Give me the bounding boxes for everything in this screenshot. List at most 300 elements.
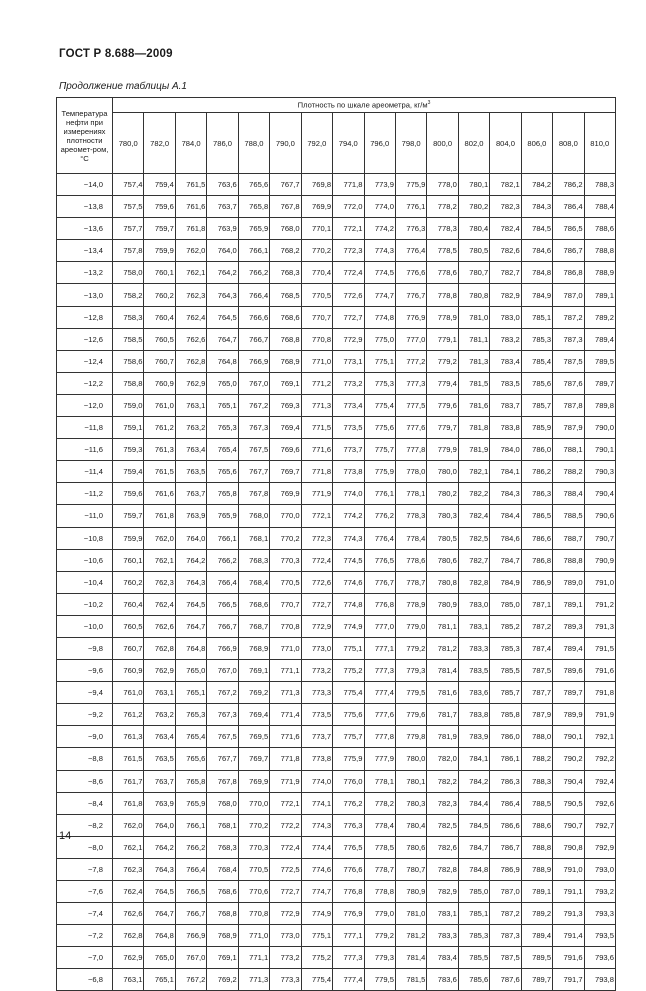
density-cell: 779,5 [364, 969, 395, 991]
density-cell: 793,0 [584, 858, 615, 880]
density-cell: 763,1 [113, 969, 144, 991]
table-row [57, 461, 616, 483]
density-cell: 781,4 [427, 660, 458, 682]
density-cell: 775,9 [395, 174, 426, 196]
density-cell: 765,8 [207, 483, 238, 505]
density-cell: 762,8 [175, 350, 206, 372]
table-row [57, 174, 616, 196]
density-cell: 773,0 [270, 925, 301, 947]
density-cell: 769,8 [301, 174, 332, 196]
density-cell: 766,4 [238, 284, 269, 306]
temperature-cell: −13,4 [57, 240, 113, 262]
density-cell: 785,5 [490, 660, 521, 682]
density-cell: 771,6 [301, 439, 332, 461]
density-cell: 774,9 [301, 903, 332, 925]
density-cell: 782,1 [458, 461, 489, 483]
density-cell: 777,1 [333, 925, 364, 947]
density-cell: 758,6 [113, 350, 144, 372]
density-cell: 785,0 [490, 593, 521, 615]
density-cell: 771,0 [301, 350, 332, 372]
density-cell: 791,3 [553, 903, 584, 925]
density-cell: 787,7 [521, 682, 552, 704]
density-cell: 786,9 [521, 571, 552, 593]
density-cell: 768,9 [207, 925, 238, 947]
density-column-header: 802,0 [458, 113, 489, 174]
density-cell: 780,0 [427, 461, 458, 483]
density-cell: 793,6 [584, 947, 615, 969]
density-cell: 766,6 [238, 306, 269, 328]
density-cell: 790,4 [584, 483, 615, 505]
density-cell: 783,8 [458, 704, 489, 726]
density-cell: 765,6 [207, 461, 238, 483]
density-cell: 785,0 [458, 881, 489, 903]
table-row [57, 394, 616, 416]
density-cell: 782,9 [427, 881, 458, 903]
table-row [57, 218, 616, 240]
density-cell: 762,1 [113, 836, 144, 858]
density-cell: 758,8 [113, 372, 144, 394]
density-cell: 779,6 [427, 394, 458, 416]
density-cell: 783,0 [458, 593, 489, 615]
density-cell: 780,8 [427, 571, 458, 593]
density-cell: 790,7 [553, 814, 584, 836]
density-cell: 765,8 [238, 196, 269, 218]
density-cell: 790,8 [553, 836, 584, 858]
density-cell: 786,0 [490, 726, 521, 748]
density-cell: 781,8 [458, 417, 489, 439]
density-cell: 784,2 [521, 174, 552, 196]
density-cell: 775,0 [364, 328, 395, 350]
density-cell: 773,2 [301, 660, 332, 682]
density-cell: 789,5 [584, 350, 615, 372]
density-cell: 782,4 [458, 505, 489, 527]
density-cell: 775,4 [301, 969, 332, 991]
density-cell: 786,7 [553, 240, 584, 262]
density-cell: 770,7 [270, 593, 301, 615]
density-cell: 790,4 [553, 770, 584, 792]
density-cell: 776,1 [364, 483, 395, 505]
temperature-cell: −11,2 [57, 483, 113, 505]
density-cell: 770,0 [238, 792, 269, 814]
density-cell: 773,9 [364, 174, 395, 196]
density-cell: 766,1 [175, 814, 206, 836]
density-cell: 785,1 [521, 306, 552, 328]
density-cell: 789,7 [521, 969, 552, 991]
density-cell: 780,8 [458, 284, 489, 306]
density-cell: 783,0 [490, 306, 521, 328]
density-cell: 767,3 [238, 417, 269, 439]
density-cell: 769,5 [238, 726, 269, 748]
temperature-cell: −13,8 [57, 196, 113, 218]
temperature-cell: −8,6 [57, 770, 113, 792]
density-cell: 779,0 [364, 903, 395, 925]
density-cell: 782,3 [427, 792, 458, 814]
density-column-headers [57, 113, 616, 174]
density-cell: 782,4 [490, 218, 521, 240]
density-cell: 768,3 [238, 549, 269, 571]
density-cell: 780,4 [395, 814, 426, 836]
table-row [57, 814, 616, 836]
density-cell: 778,2 [364, 792, 395, 814]
density-cell: 765,3 [175, 704, 206, 726]
density-column-header: 800,0 [427, 113, 458, 174]
density-cell: 772,2 [270, 814, 301, 836]
density-cell: 773,7 [301, 726, 332, 748]
density-cell: 785,9 [521, 417, 552, 439]
density-cell: 775,9 [364, 461, 395, 483]
density-cell: 789,2 [521, 903, 552, 925]
density-cell: 772,6 [333, 284, 364, 306]
density-cell: 789,6 [553, 660, 584, 682]
density-cell: 777,4 [333, 969, 364, 991]
density-cell: 767,2 [238, 394, 269, 416]
density-cell: 766,5 [175, 881, 206, 903]
density-cell: 767,5 [207, 726, 238, 748]
density-cell: 782,3 [490, 196, 521, 218]
density-cell: 770,8 [238, 903, 269, 925]
density-cell: 769,2 [207, 969, 238, 991]
density-cell: 771,4 [270, 704, 301, 726]
density-cell: 761,5 [175, 174, 206, 196]
density-cell: 768,3 [270, 262, 301, 284]
density-cell: 776,3 [395, 218, 426, 240]
density-cell: 776,4 [364, 527, 395, 549]
density-cell: 764,3 [144, 858, 175, 880]
density-cell: 776,8 [364, 593, 395, 615]
density-cell: 787,6 [490, 969, 521, 991]
page-number: 14 [59, 830, 72, 842]
density-column-header: 810,0 [584, 113, 615, 174]
density-cell: 780,6 [395, 836, 426, 858]
density-cell: 783,5 [458, 660, 489, 682]
density-cell: 770,4 [301, 262, 332, 284]
density-cell: 771,6 [270, 726, 301, 748]
density-cell: 763,1 [175, 394, 206, 416]
density-cell: 781,0 [395, 903, 426, 925]
density-cell: 788,5 [553, 505, 584, 527]
density-cell: 783,6 [427, 969, 458, 991]
density-cell: 770,5 [301, 284, 332, 306]
density-cell: 767,7 [270, 174, 301, 196]
density-cell: 771,5 [301, 417, 332, 439]
density-cell: 780,9 [427, 593, 458, 615]
density-cell: 771,8 [333, 174, 364, 196]
density-cell: 782,7 [458, 549, 489, 571]
density-cell: 780,2 [458, 196, 489, 218]
density-cell: 784,3 [490, 483, 521, 505]
density-cell: 784,7 [490, 549, 521, 571]
density-cell: 771,9 [270, 770, 301, 792]
density-cell: 772,4 [270, 836, 301, 858]
table-row [57, 417, 616, 439]
density-cell: 779,2 [364, 925, 395, 947]
density-cell: 773,1 [333, 350, 364, 372]
temperature-cell: −8,0 [57, 836, 113, 858]
table-row [57, 284, 616, 306]
density-cell: 775,1 [333, 637, 364, 659]
density-cell: 760,5 [144, 328, 175, 350]
density-cell: 771,0 [238, 925, 269, 947]
density-cell: 768,8 [270, 328, 301, 350]
density-cell: 790,1 [584, 439, 615, 461]
density-cell: 784,7 [458, 836, 489, 858]
density-cell: 787,5 [490, 947, 521, 969]
density-cell: 781,5 [395, 969, 426, 991]
density-cell: 767,2 [175, 969, 206, 991]
density-cell: 770,5 [238, 858, 269, 880]
density-cell: 759,6 [144, 196, 175, 218]
density-cell: 758,2 [113, 284, 144, 306]
density-cell: 770,8 [301, 328, 332, 350]
density-cell: 763,2 [175, 417, 206, 439]
density-cell: 775,1 [301, 925, 332, 947]
temperature-cell: −14,0 [57, 174, 113, 196]
density-cell: 772,4 [333, 262, 364, 284]
density-cell: 782,7 [490, 262, 521, 284]
density-cell: 773,8 [333, 461, 364, 483]
density-cell: 772,7 [333, 306, 364, 328]
temperature-cell: −7,8 [57, 858, 113, 880]
density-cell: 779,6 [395, 704, 426, 726]
density-cell: 774,1 [301, 792, 332, 814]
density-cell: 760,7 [144, 350, 175, 372]
density-cell: 771,3 [301, 394, 332, 416]
density-cell: 767,8 [270, 196, 301, 218]
density-cell: 777,1 [364, 637, 395, 659]
density-cell: 792,4 [584, 770, 615, 792]
density-cell: 784,1 [458, 748, 489, 770]
density-cell: 772,3 [333, 240, 364, 262]
density-cell: 776,5 [364, 549, 395, 571]
table-row [57, 637, 616, 659]
density-cell: 774,2 [333, 505, 364, 527]
density-cell: 775,7 [364, 439, 395, 461]
density-cell: 775,9 [333, 748, 364, 770]
density-cell: 776,8 [333, 881, 364, 903]
table-row [57, 748, 616, 770]
density-cell: 768,6 [270, 306, 301, 328]
density-column-header: 780,0 [113, 113, 144, 174]
density-cell: 762,0 [113, 814, 144, 836]
density-cell: 792,9 [584, 836, 615, 858]
density-cell: 761,6 [175, 196, 206, 218]
table-row [57, 505, 616, 527]
density-cell: 784,5 [458, 814, 489, 836]
density-cell: 759,0 [113, 394, 144, 416]
density-cell: 767,7 [238, 461, 269, 483]
density-cell: 762,6 [113, 903, 144, 925]
density-cell: 767,8 [238, 483, 269, 505]
table-row [57, 549, 616, 571]
density-cell: 788,9 [584, 262, 615, 284]
density-cell: 771,3 [270, 682, 301, 704]
density-cell: 788,2 [521, 748, 552, 770]
density-cell: 785,5 [458, 947, 489, 969]
density-cell: 765,4 [207, 439, 238, 461]
density-cell: 759,7 [144, 218, 175, 240]
density-cell: 789,2 [584, 306, 615, 328]
density-cell: 789,4 [584, 328, 615, 350]
density-cell: 770,2 [238, 814, 269, 836]
temperature-cell: −7,6 [57, 881, 113, 903]
temperature-cell: −10,4 [57, 571, 113, 593]
density-cell: 781,7 [427, 704, 458, 726]
density-cell: 767,7 [207, 748, 238, 770]
density-column-header: 784,0 [175, 113, 206, 174]
density-cell: 774,3 [364, 240, 395, 262]
density-cell: 764,0 [144, 814, 175, 836]
density-cell: 762,1 [175, 262, 206, 284]
temperature-cell: −12,6 [57, 328, 113, 350]
table-row [57, 527, 616, 549]
density-cell: 791,7 [553, 969, 584, 991]
density-cell: 779,0 [395, 615, 426, 637]
density-cell: 775,2 [301, 947, 332, 969]
density-cell: 763,7 [207, 196, 238, 218]
density-cell: 759,9 [144, 240, 175, 262]
density-cell: 764,8 [175, 637, 206, 659]
density-cell: 778,8 [427, 284, 458, 306]
density-cell: 759,1 [113, 417, 144, 439]
density-cell: 762,0 [175, 240, 206, 262]
temperature-cell: −7,2 [57, 925, 113, 947]
density-cell: 777,0 [364, 615, 395, 637]
density-cell: 764,7 [207, 328, 238, 350]
density-cell: 759,6 [113, 483, 144, 505]
density-cell: 769,4 [270, 417, 301, 439]
density-cell: 782,2 [458, 483, 489, 505]
density-cell: 785,3 [458, 925, 489, 947]
density-cell: 778,5 [364, 836, 395, 858]
density-cell: 781,2 [395, 925, 426, 947]
density-cell: 766,9 [238, 350, 269, 372]
density-cell: 788,5 [521, 792, 552, 814]
density-cell: 780,1 [458, 174, 489, 196]
density-cell: 764,2 [175, 549, 206, 571]
density-cell: 780,1 [395, 770, 426, 792]
density-column-header: 790,0 [270, 113, 301, 174]
density-cell: 764,3 [207, 284, 238, 306]
temperature-cell: −12,8 [57, 306, 113, 328]
table-row [57, 682, 616, 704]
density-cell: 791,6 [553, 947, 584, 969]
density-cell: 787,0 [490, 881, 521, 903]
density-cell: 770,3 [238, 836, 269, 858]
density-cell: 770,1 [301, 218, 332, 240]
density-cell: 777,2 [395, 350, 426, 372]
density-cell: 784,0 [490, 439, 521, 461]
density-cell: 777,0 [395, 328, 426, 350]
table-row [57, 306, 616, 328]
density-cell: 765,9 [207, 505, 238, 527]
density-cell: 784,4 [490, 505, 521, 527]
density-cell: 770,8 [270, 615, 301, 637]
density-cell: 784,6 [490, 527, 521, 549]
density-cell: 786,9 [490, 858, 521, 880]
density-cell: 783,3 [427, 925, 458, 947]
density-cell: 760,9 [113, 660, 144, 682]
density-cell: 787,1 [521, 593, 552, 615]
density-cell: 789,9 [553, 704, 584, 726]
density-cell: 759,7 [113, 505, 144, 527]
temperature-cell: −11,4 [57, 461, 113, 483]
density-cell: 779,3 [395, 660, 426, 682]
table-row [57, 240, 616, 262]
density-cell: 785,4 [521, 350, 552, 372]
density-cell: 777,9 [364, 748, 395, 770]
density-cell: 774,4 [301, 836, 332, 858]
density-cell: 777,6 [395, 417, 426, 439]
density-cell: 766,9 [175, 925, 206, 947]
density-cell: 792,1 [584, 726, 615, 748]
density-cell: 763,7 [175, 483, 206, 505]
density-cell: 791,9 [584, 704, 615, 726]
density-column-header: 804,0 [490, 113, 521, 174]
density-cell: 791,2 [584, 593, 615, 615]
density-cell: 781,2 [427, 637, 458, 659]
density-cell: 766,7 [238, 328, 269, 350]
density-cell: 787,5 [521, 660, 552, 682]
density-cell: 762,8 [144, 637, 175, 659]
density-cell: 769,9 [301, 196, 332, 218]
density-column-header: 808,0 [553, 113, 584, 174]
density-cell: 771,1 [270, 660, 301, 682]
density-cell: 780,5 [458, 240, 489, 262]
density-cell: 764,5 [144, 881, 175, 903]
density-cell: 790,7 [584, 527, 615, 549]
density-cell: 791,0 [553, 858, 584, 880]
density-column-header: 798,0 [395, 113, 426, 174]
table-row [57, 903, 616, 925]
density-cell: 773,2 [270, 947, 301, 969]
density-cell: 771,9 [301, 483, 332, 505]
density-cell: 773,3 [270, 969, 301, 991]
density-cell: 764,8 [207, 350, 238, 372]
density-cell: 784,6 [521, 240, 552, 262]
density-cell: 791,1 [553, 881, 584, 903]
density-cell: 773,8 [301, 748, 332, 770]
density-cell: 790,0 [584, 417, 615, 439]
density-cell: 761,2 [113, 704, 144, 726]
density-cell: 785,7 [521, 394, 552, 416]
density-cell: 774,3 [301, 814, 332, 836]
density-cell: 765,0 [175, 660, 206, 682]
density-cell: 784,2 [458, 770, 489, 792]
density-cell: 789,7 [553, 682, 584, 704]
density-cell: 781,9 [427, 726, 458, 748]
density-cell: 762,9 [113, 947, 144, 969]
density-cell: 762,9 [144, 660, 175, 682]
density-cell: 790,3 [584, 461, 615, 483]
density-cell: 772,7 [301, 593, 332, 615]
temperature-cell: −6,8 [57, 969, 113, 991]
table-row [57, 858, 616, 880]
density-cell: 781,4 [395, 947, 426, 969]
density-cell: 779,2 [395, 637, 426, 659]
density-cell: 781,9 [458, 439, 489, 461]
density-cell: 780,6 [427, 549, 458, 571]
density-cell: 789,7 [584, 372, 615, 394]
density-cell: 765,9 [175, 792, 206, 814]
density-cell: 777,8 [364, 726, 395, 748]
density-cell: 787,8 [553, 394, 584, 416]
density-cell: 771,3 [238, 969, 269, 991]
density-cell: 760,7 [113, 637, 144, 659]
density-cell: 786,8 [553, 262, 584, 284]
density-cell: 771,1 [238, 947, 269, 969]
density-cell: 790,9 [584, 549, 615, 571]
density-cell: 774,8 [333, 593, 364, 615]
